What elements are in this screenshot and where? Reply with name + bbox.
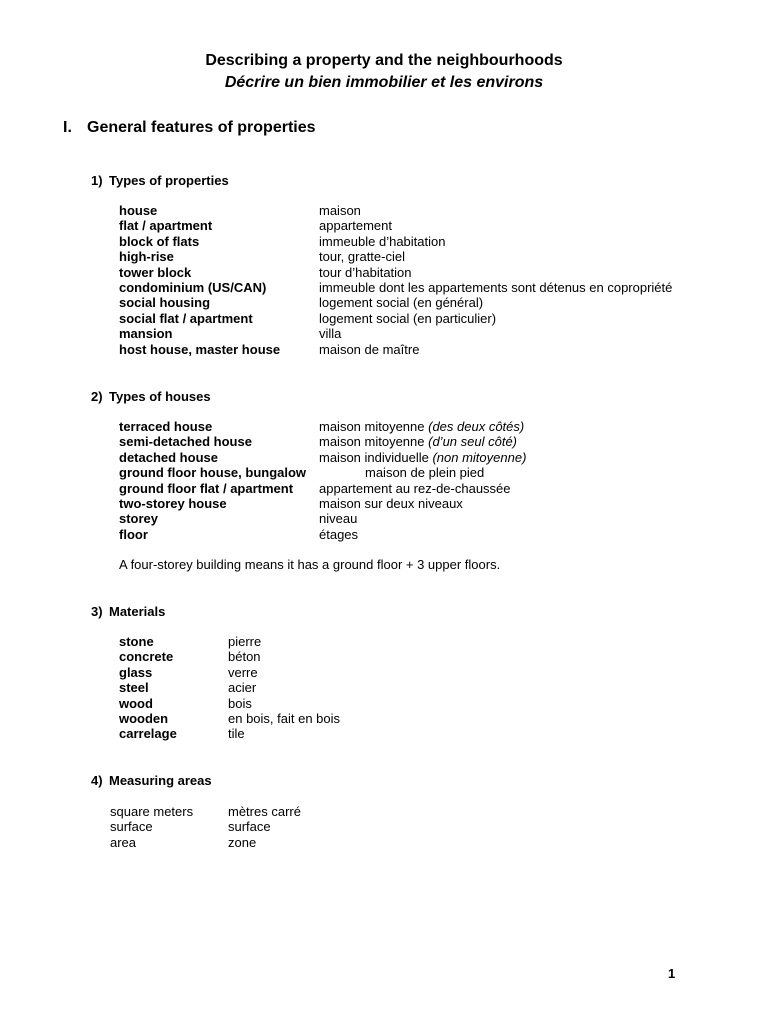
french-text: bois (228, 695, 252, 711)
vocab-row (119, 481, 719, 496)
english-term: carrelage (119, 726, 177, 742)
french-text: mètres carré (228, 804, 301, 819)
vocab-row (119, 265, 719, 280)
vocab-row (110, 835, 510, 850)
french-translation (319, 419, 524, 434)
french-text: tour d’habitation (319, 264, 412, 280)
french-text: maison de plein pied (365, 465, 485, 481)
french-translation (228, 680, 256, 695)
vocab-row (119, 527, 719, 542)
materials-list (119, 634, 519, 742)
vocab-row (119, 696, 519, 711)
french-text: maison (319, 203, 361, 218)
vocab-row (119, 342, 719, 357)
french-translation (319, 342, 419, 357)
vocab-row (119, 511, 719, 526)
vocab-row (119, 465, 719, 480)
french-text: maison de maître (319, 341, 420, 357)
subsection-heading-materials (91, 604, 165, 619)
english-term: mansion (119, 326, 173, 342)
french-text: verre (228, 664, 258, 680)
english-term: condominium (US/CAN) (119, 279, 267, 295)
french-translation (319, 203, 361, 218)
document-title-french: Décrire un bien immobilier et les environs (224, 74, 544, 91)
vocab-row (119, 218, 719, 233)
french-text: niveau (319, 511, 358, 527)
english-term: ground floor flat / apartment (119, 480, 294, 496)
english-term: ground floor house, bungalow (119, 465, 307, 481)
french-translation (319, 265, 412, 280)
vocab-row (119, 496, 719, 511)
french-translation (319, 450, 526, 465)
page-number: 1 (668, 966, 676, 981)
subsection-number: 2) (91, 389, 103, 404)
french-text: logement social (en général) (319, 295, 484, 311)
english-term: floor (119, 526, 148, 542)
vocab-row (119, 419, 719, 434)
vocab-row (119, 234, 719, 249)
english-term: area (110, 834, 137, 850)
english-term: tower block (119, 264, 192, 280)
french-translation (319, 218, 392, 233)
french-translation (365, 465, 484, 480)
french-text: tour, gratte-ciel (319, 249, 405, 265)
english-term: semi-detached house (119, 434, 252, 450)
subsection-heading-property-types (91, 173, 229, 188)
vocab-row (119, 434, 719, 449)
english-term: steel (119, 680, 149, 696)
french-translation (319, 311, 496, 326)
vocab-row (119, 680, 519, 695)
french-translation (228, 819, 271, 834)
english-term: high-rise (119, 249, 174, 265)
french-translation (319, 234, 445, 249)
french-note: (d’un seul côté) (428, 434, 518, 450)
french-translation (319, 481, 511, 496)
english-term: wooden (119, 710, 169, 726)
french-text: en bois, fait en bois (228, 710, 341, 726)
french-translation (228, 634, 261, 649)
french-text: maison mitoyenne (319, 434, 429, 450)
french-translation (319, 295, 483, 310)
vocab-row (119, 295, 719, 310)
french-translation (319, 527, 358, 542)
french-text: villa (319, 326, 342, 342)
french-text: béton (228, 649, 261, 665)
english-term: surface (110, 819, 153, 835)
french-note: (non mitoyenne) (432, 449, 527, 465)
english-term: social flat / apartment (119, 310, 253, 326)
french-text: tile (228, 726, 245, 742)
subsection-title: Measuring areas (109, 773, 212, 788)
english-term: block of flats (119, 233, 200, 249)
subsection-number: 4) (91, 773, 103, 788)
french-text: appartement (319, 218, 392, 234)
vocab-row (119, 634, 519, 649)
vocab-row (119, 711, 519, 726)
french-text: appartement au rez-de-chaussée (319, 480, 511, 496)
vocab-row (119, 665, 519, 680)
subsection-number: 1) (91, 173, 103, 188)
french-text: surface (228, 819, 271, 835)
vocab-row (119, 203, 719, 218)
document-title-english: Describing a property and the neighbourhoods (205, 52, 563, 69)
english-term: house (119, 203, 158, 218)
french-translation (319, 496, 463, 511)
measuring-areas-list (110, 804, 510, 850)
french-text: maison sur deux niveaux (319, 495, 463, 511)
english-term: square meters (110, 804, 194, 819)
english-term: glass (119, 664, 153, 680)
vocab-row (119, 450, 719, 465)
english-term: detached house (119, 449, 218, 465)
english-term: stone (119, 634, 154, 649)
french-translation (228, 711, 340, 726)
french-translation (319, 511, 357, 526)
french-text: maison mitoyenne (319, 419, 429, 434)
french-text: immeuble d’habitation (319, 233, 446, 249)
subsection-heading-house-types (91, 389, 211, 404)
subsection-heading-measuring-areas (91, 773, 212, 788)
french-text: acier (228, 680, 257, 696)
french-text: immeuble dont les appartements sont détenus en copropriété (319, 279, 673, 295)
property-types-list (119, 203, 719, 357)
english-term: two-storey house (119, 495, 227, 511)
vocab-row (110, 804, 510, 819)
english-term: flat / apartment (119, 218, 213, 234)
french-translation (319, 434, 517, 449)
french-translation (319, 280, 672, 295)
subsection-number: 3) (91, 604, 103, 619)
french-text: maison individuelle (319, 449, 433, 465)
french-translation (319, 249, 405, 264)
vocab-row (119, 311, 719, 326)
english-term: wood (119, 695, 153, 711)
subsection-title: Materials (109, 604, 166, 619)
french-translation (319, 326, 341, 341)
french-translation (228, 649, 261, 664)
french-text: pierre (228, 634, 262, 649)
french-translation (228, 835, 256, 850)
french-translation (228, 665, 258, 680)
vocab-row (119, 280, 719, 295)
vocab-row (119, 726, 519, 741)
french-translation (228, 804, 301, 819)
english-term: storey (119, 511, 159, 527)
french-text: logement social (en particulier) (319, 310, 497, 326)
vocab-row (119, 249, 719, 264)
english-term: terraced house (119, 419, 213, 434)
section-heading (63, 119, 316, 137)
vocab-row (110, 819, 510, 834)
french-note: (des deux côtés) (428, 419, 525, 434)
english-term: social housing (119, 295, 211, 311)
vocab-row (119, 649, 519, 664)
french-translation (228, 726, 245, 741)
section-number: I. (63, 119, 72, 136)
english-term: host house, master house (119, 341, 281, 357)
french-translation (228, 696, 252, 711)
subsection-title: Types of houses (109, 389, 211, 404)
storey-note: A four-storey building means it has a ground floor + 3 upper floors. (119, 557, 501, 572)
french-text: étages (319, 526, 359, 542)
english-term: concrete (119, 649, 174, 665)
french-text: zone (228, 834, 257, 850)
vocab-row (119, 326, 719, 341)
subsection-title: Types of properties (109, 173, 229, 188)
section-title: General features of properties (87, 119, 316, 136)
house-types-list (119, 419, 719, 542)
